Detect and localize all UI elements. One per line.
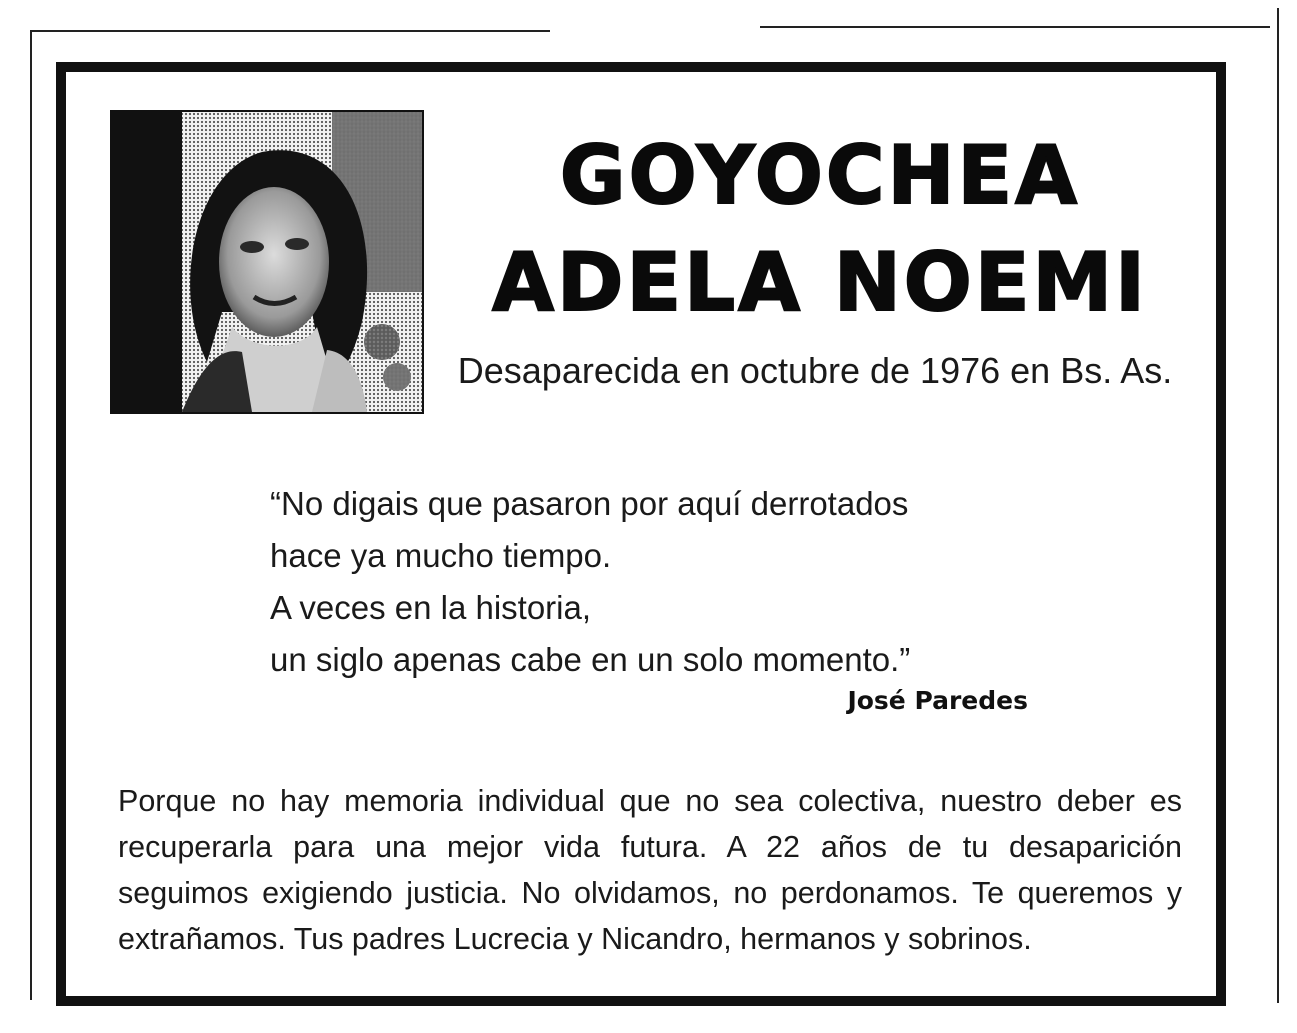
quote-author: José Paredes (847, 686, 1028, 715)
quote-line: un siglo apenas cabe en un solo momento.” (270, 641, 911, 678)
scan-edge-line-top-right (760, 26, 1270, 28)
surname-heading: GOYOCHEA (559, 129, 1081, 222)
poem-quote (270, 478, 1030, 686)
disappearance-info: Desaparecida en octubre de 1976 en Bs. As. (457, 350, 1173, 391)
scan-edge-line-right (1277, 8, 1279, 1003)
quote-line: A veces en la historia, (270, 589, 592, 626)
scan-edge-line-left (30, 30, 32, 1000)
quote-line: hace ya mucho tiempo. (270, 537, 612, 574)
given-names-heading: ADELA NOEMI (492, 236, 1148, 329)
portrait-photo (110, 110, 424, 414)
quote-line: “No digais que pasaron por aquí derrotados (270, 485, 909, 522)
family-message: Porque no hay memoria individual que no sea colectiva, nuestro deber es recuperarla para una mejor vida futura. A 22 años de tu desaparición seguimos exigiendo justicia. No olvidamos, no perdonamos. Te queremos y extrañamos. Tus padres Lucrecia y Nicandro, hermanos y sobrinos. (118, 784, 1182, 956)
scan-edge-line-top-left (30, 30, 550, 32)
